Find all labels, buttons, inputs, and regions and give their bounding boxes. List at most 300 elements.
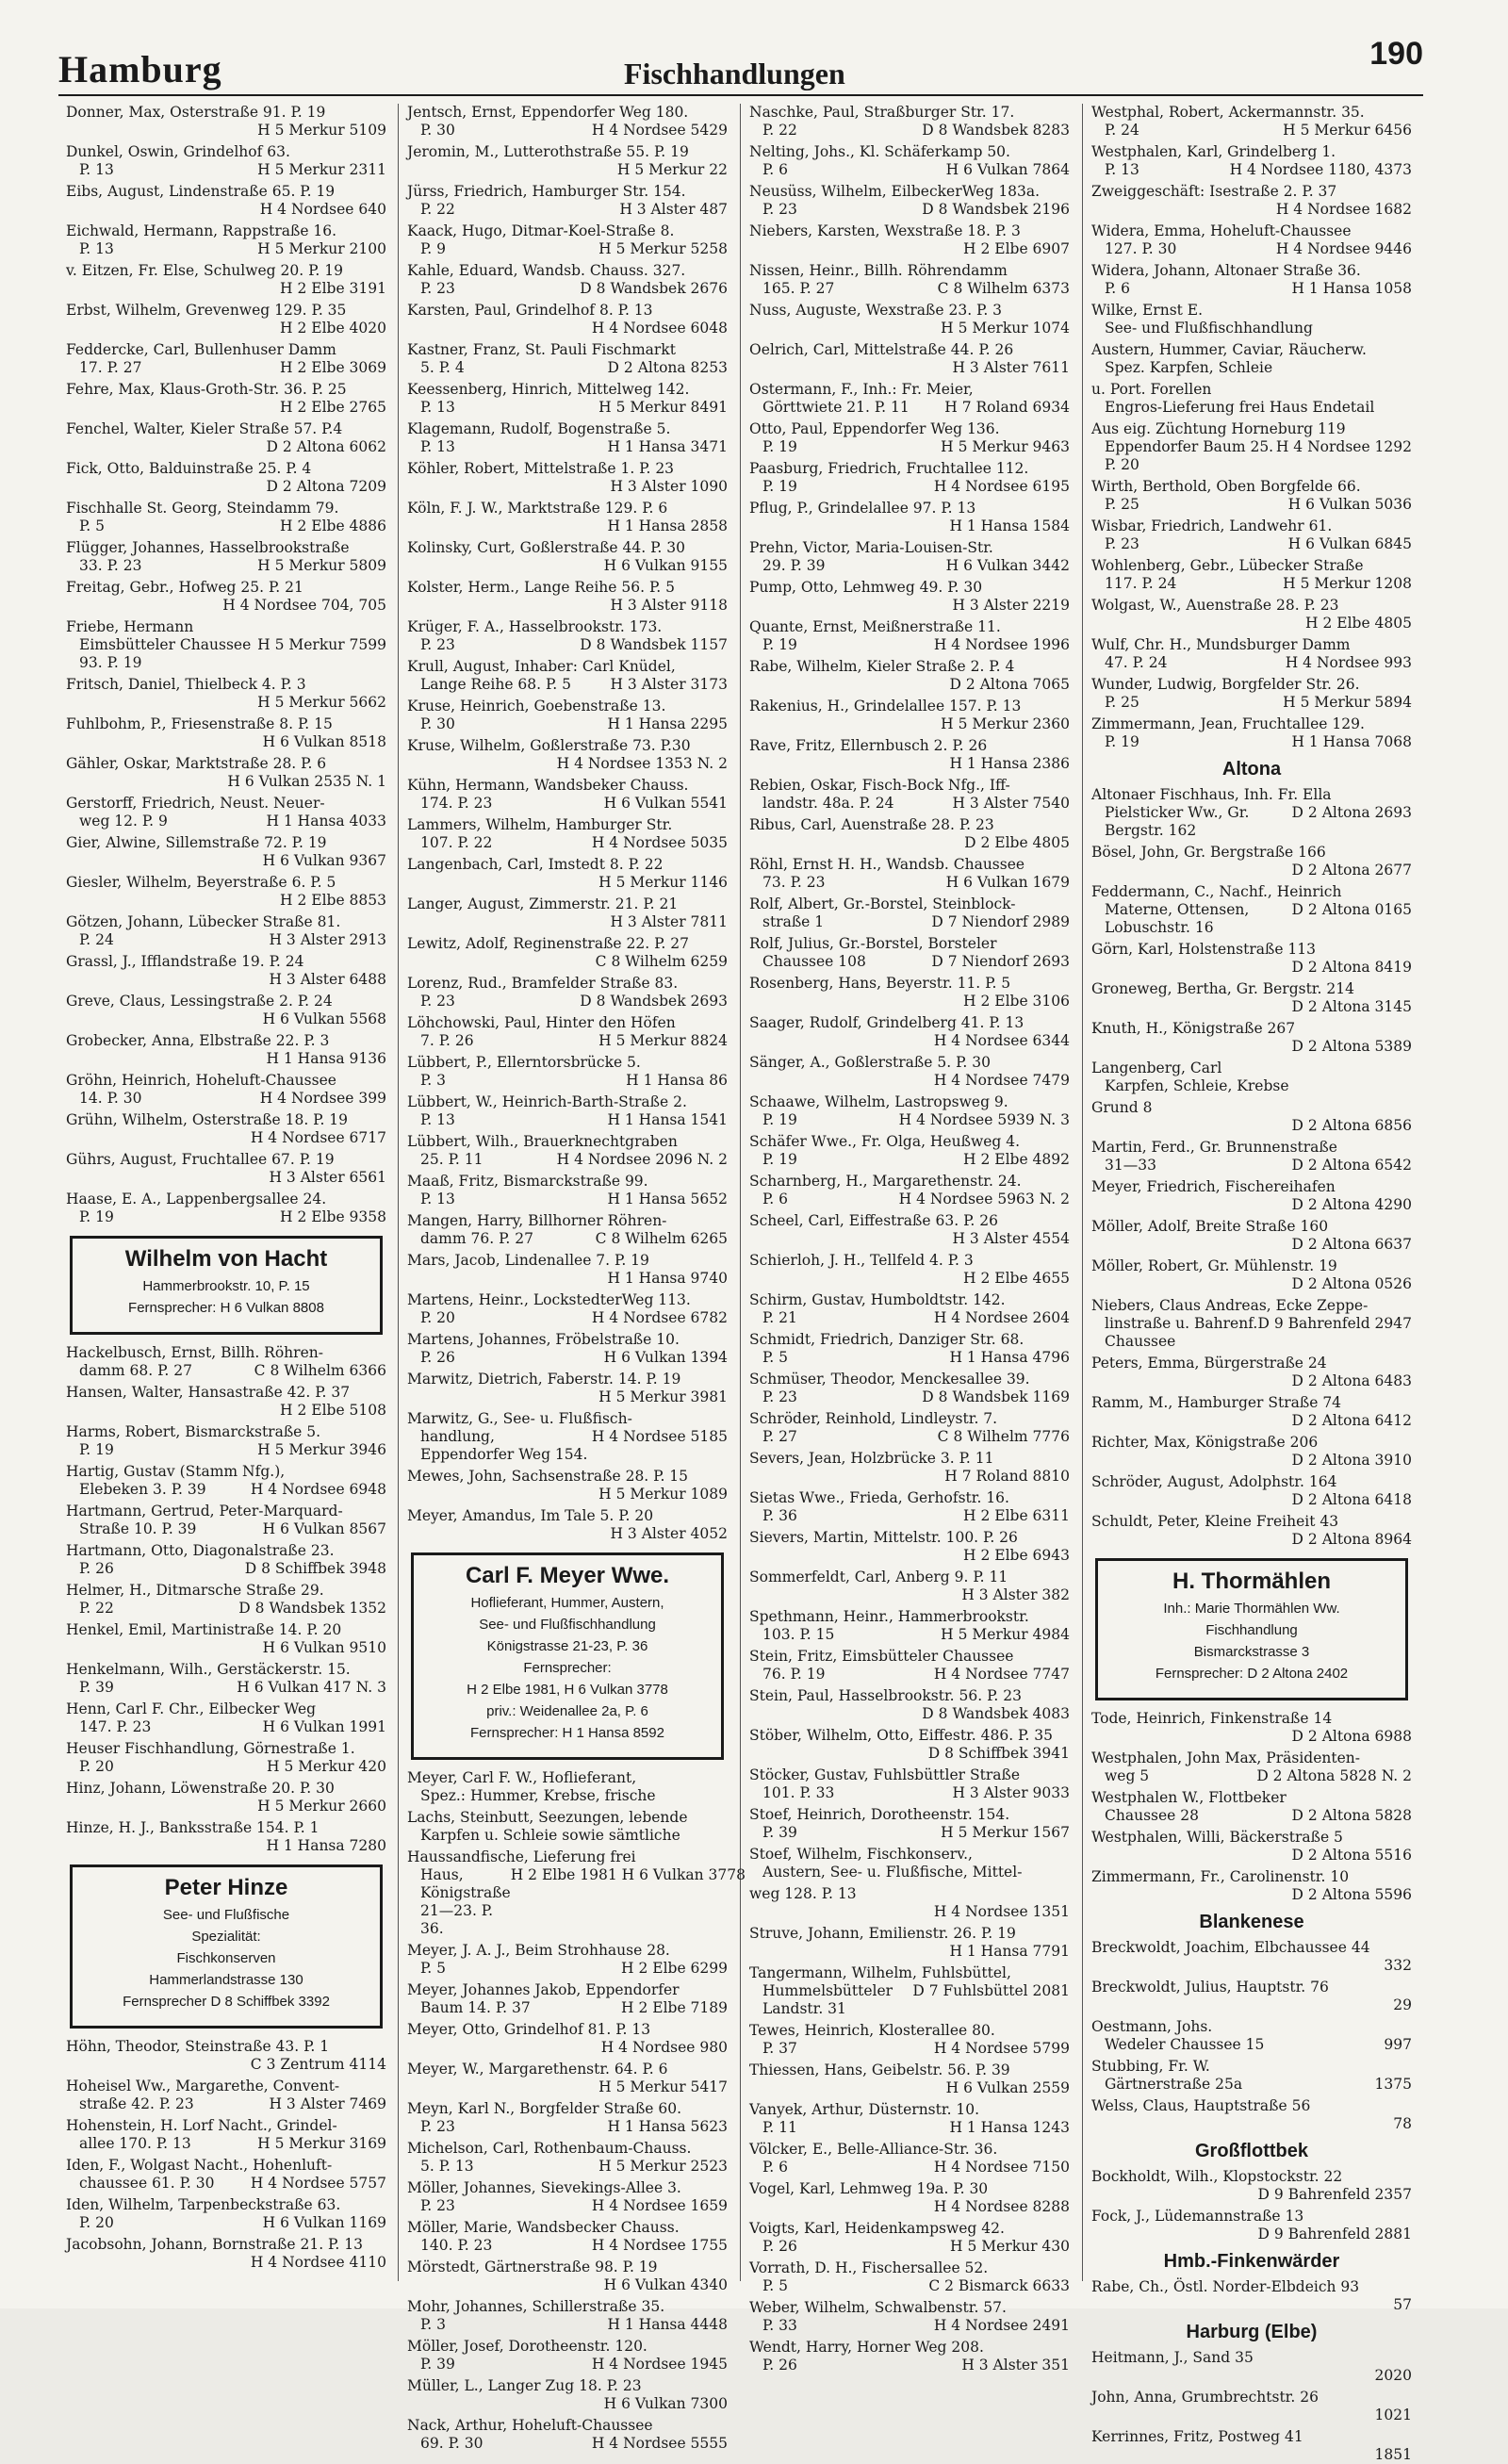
entry-detail-line — [407, 1191, 728, 1208]
entry-detail-line — [1091, 804, 1412, 840]
entry-phone: H 2 Elbe 9358 — [280, 1208, 386, 1225]
entry-detail-line — [407, 161, 728, 179]
directory-entry — [407, 2021, 728, 2057]
directory-entry — [749, 1291, 1070, 1327]
entry-detail-line — [407, 438, 728, 456]
section-heading: Hmb.-Finkenwärder — [1163, 2251, 1340, 2272]
directory-entry — [749, 1806, 1070, 1842]
directory-entry — [407, 1507, 728, 1543]
entry-name: Möller, Robert, Gr. Mühlenstr. 19 — [1091, 1257, 1337, 1274]
entry-phone: H 6 Vulkan 7864 — [945, 161, 1070, 178]
entry-phone: D 7 Fuhlsbüttel 2081 — [912, 1982, 1070, 1999]
entry-name: Schaawe, Wilhelm, Lastropsweg 9. — [749, 1093, 1008, 1110]
entry-detail-line — [66, 1441, 386, 1459]
directory-entry — [407, 460, 728, 496]
directory-entry — [749, 1529, 1070, 1565]
entry-phone: H 4 Nordsee 1180, 4373 — [1229, 161, 1412, 178]
entry-phone: H 4 Nordsee 7150 — [933, 2159, 1070, 2176]
entry-name: Hinze, H. J., Banksstraße 154. P. 1 — [66, 1819, 320, 1836]
entry-detail-line — [66, 1560, 386, 1578]
entry-phone: H 4 Nordsee 2096 N. 2 — [556, 1151, 728, 1168]
entry-detail-line — [407, 122, 728, 140]
directory-entry — [749, 1331, 1070, 1367]
directory-entry — [66, 1032, 386, 1068]
entry-name: Haussandfische, Lieferung frei — [407, 1848, 636, 1865]
directory-entry — [1091, 420, 1412, 474]
entry-name: Kühn, Hermann, Wandsbeker Chauss. — [407, 777, 689, 794]
entry-name: Möller, Johannes, Sievekings-Allee 3. — [407, 2179, 681, 2196]
directory-entry — [749, 816, 1070, 852]
entry-phone: H 3 Alster 2913 — [269, 931, 386, 948]
entry-name: Schmidt, Friedrich, Danziger Str. 68. — [749, 1331, 1024, 1348]
entry-phone: H 4 Nordsee 6948 — [250, 1481, 386, 1498]
entry-name: Iden, F., Wolgast Nacht., Hohenluft- — [66, 2157, 333, 2174]
entry-detail-line — [1091, 2446, 1412, 2464]
directory-entry — [749, 2259, 1070, 2295]
entry-detail-line — [749, 2159, 1070, 2177]
entry-name: Fuhlbohm, P., Friesenstraße 8. P. 15 — [66, 715, 333, 732]
entry-name: Sietas Wwe., Frieda, Gerhofstr. 16. — [749, 1489, 1009, 1506]
entry-name: Kolster, Herm., Lange Reihe 56. P. 5 — [407, 579, 675, 596]
entry-phone: C 8 Wilhelm 6373 — [937, 280, 1070, 297]
entry-name: Görn, Karl, Holstenstraße 113 — [1091, 941, 1317, 958]
entry-phone: H 5 Merkur 1074 — [941, 320, 1070, 337]
directory-entry — [66, 539, 386, 575]
entry-address: 107. P. 22 — [420, 834, 493, 851]
entry-detail-line — [407, 1960, 728, 1978]
entry-detail-line — [1091, 240, 1412, 258]
entry-name: Rolf, Albert, Gr.-Borstel, Steinblock- — [749, 895, 1016, 912]
entry-address: P. 24 — [79, 931, 114, 948]
directory-entry — [1091, 1394, 1412, 1430]
directory-entry — [407, 2100, 728, 2136]
entry-detail-line — [407, 557, 728, 575]
directory-entry — [407, 1173, 728, 1208]
entry-name: Hackelbusch, Ernst, Billh. Röhren- — [66, 1344, 323, 1361]
directory-entry — [66, 1780, 386, 1815]
entry-address: P. 23 — [420, 2197, 455, 2214]
entry-name: Henkel, Emil, Martinistraße 14. P. 20 — [66, 1621, 342, 1638]
directory-entry — [407, 104, 728, 140]
directory-entry — [66, 715, 386, 751]
entry-detail-line — [1091, 1728, 1412, 1746]
entry-address: P. 23 — [420, 2118, 455, 2135]
entry-phone: H 4 Nordsee 8288 — [933, 2198, 1070, 2215]
entry-name: Löhchowski, Paul, Hinter den Höfen — [407, 1014, 676, 1031]
directory-entry — [749, 262, 1070, 298]
entry-detail-line — [1091, 2296, 1412, 2314]
entry-phone: H 4 Nordsee 6048 — [591, 320, 728, 337]
entry-phone: H 7 Roland 6934 — [944, 399, 1070, 416]
entry-phone: H 6 Vulkan 5541 — [603, 795, 728, 812]
entry-detail-line — [66, 694, 386, 712]
entry-address: P. 22 — [79, 1600, 114, 1617]
entry-name: Rosenberg, Hans, Beyerstr. 11. P. 5 — [749, 975, 1011, 992]
entry-name: Erbst, Wilhelm, Grevenweg 129. P. 35 — [66, 302, 347, 319]
entry-detail-line — [407, 953, 728, 971]
entry-name: Weber, Wilhelm, Schwalbenstr. 57. — [749, 2299, 1007, 2316]
entry-address: 31—33 — [1105, 1157, 1156, 1174]
directory-entry — [66, 104, 386, 140]
directory-entry — [1091, 1979, 1412, 2014]
entry-name: Hohenstein, H. Lorf Nacht., Grindel- — [66, 2117, 337, 2134]
directory-entry — [1091, 262, 1412, 298]
entry-detail-line — [66, 892, 386, 910]
directory-entry — [749, 1371, 1070, 1406]
entry-name: Götzen, Johann, Lübecker Straße 81. — [66, 913, 341, 930]
entry-detail-line — [66, 240, 386, 258]
entry-detail-line — [749, 1309, 1070, 1327]
entry-name: Wilke, Ernst E. — [1091, 302, 1204, 319]
directory-entry — [1091, 1297, 1412, 1351]
entry-phone: D 2 Altona 5389 — [1291, 1038, 1412, 1055]
entry-name: Klagemann, Rudolf, Bogenstraße 5. — [407, 420, 671, 437]
entry-address: P. 13 — [79, 240, 114, 257]
ad-line: Königstrasse 21-23, P. 36 — [486, 1638, 648, 1654]
directory-entry — [1091, 2278, 1412, 2314]
entry-detail-line — [407, 1072, 728, 1090]
entry-phone: H 5 Merkur 3169 — [257, 2135, 386, 2152]
entry-detail-line — [1091, 2367, 1412, 2385]
directory-entry — [1091, 715, 1412, 751]
entry-address: Austern, See- u. Flußfische, Mittel- — [762, 1864, 1023, 1881]
entry-phone: H 1 Hansa 86 — [626, 1072, 728, 1089]
entry-name: Tewes, Heinrich, Klosterallee 80. — [749, 2022, 995, 2039]
entry-address: P. 13 — [420, 438, 455, 455]
entry-phone: H 1 Hansa 1243 — [949, 2119, 1070, 2136]
directory-entry — [407, 1093, 728, 1129]
entry-name: Kaack, Hugo, Ditmar-Koel-Straße 8. — [407, 222, 675, 239]
entry-detail-line — [749, 1032, 1070, 1050]
entry-detail-line — [66, 478, 386, 496]
directory-entry — [407, 539, 728, 575]
directory-entry — [66, 341, 386, 377]
entry-phone: H 3 Alster 382 — [961, 1586, 1070, 1603]
directory-entry — [749, 1212, 1070, 1248]
entry-name: Otto, Paul, Eppendorfer Weg 136. — [749, 420, 1000, 437]
entry-detail-line — [407, 1032, 728, 1050]
entry-phone: D 2 Altona 4290 — [1291, 1196, 1412, 1213]
entry-name: Feddercke, Carl, Bullenhuser Damm — [66, 341, 336, 358]
entry-phone: 1375 — [1374, 2076, 1412, 2093]
entry-name: Breckwoldt, Julius, Hauptstr. 76 — [1091, 1979, 1329, 1996]
entry-address: P. 19 — [762, 478, 797, 495]
entry-detail-line — [407, 676, 728, 694]
entry-name: Spethmann, Heinr., Hammerbrookstr. — [749, 1608, 1029, 1625]
entry-address: Chaussee 108 — [762, 953, 866, 970]
entry-phone: D 2 Altona 0165 — [1291, 901, 1412, 918]
entry-phone: D 2 Altona 8964 — [1291, 1531, 1412, 1548]
directory-entry — [407, 1809, 728, 1845]
ad-line: Spezialität: — [191, 1929, 261, 1945]
entry-name: Welss, Claus, Hauptstraße 56 — [1091, 2097, 1311, 2114]
entry-address: Pielsticker Ww., Gr. Bergstr. 162 — [1105, 804, 1250, 839]
entry-phone: H 4 Nordsee 5939 N. 3 — [898, 1111, 1070, 1128]
entry-phone: D 2 Altona 6418 — [1291, 1491, 1412, 1508]
entry-detail-line — [1091, 399, 1412, 417]
entry-name: Stöcker, Gustav, Fuhlsbüttler Straße — [749, 1766, 1021, 1783]
entry-detail-line — [749, 557, 1070, 575]
entry-name: Tode, Heinrich, Finkenstraße 14 — [1091, 1710, 1333, 1727]
directory-entry — [407, 2140, 728, 2176]
entry-address: 7. P. 26 — [420, 1032, 474, 1049]
entry-address: P. 21 — [762, 1309, 797, 1326]
entry-address: Elebeken 3. P. 39 — [79, 1481, 206, 1498]
entry-name: Wisbar, Friedrich, Landwehr 61. — [1091, 517, 1333, 534]
entry-name: Heuser Fischhandlung, Görnestraße 1. — [66, 1740, 355, 1757]
entry-detail-line — [66, 1679, 386, 1697]
entry-detail-line — [749, 1072, 1070, 1090]
entry-phone: H 2 Elbe 4892 — [963, 1151, 1070, 1168]
entry-phone: D 2 Altona 6062 — [266, 438, 386, 455]
entry-name: Fritsch, Daniel, Thielbeck 4. P. 3 — [66, 676, 306, 693]
entry-name: Friebe, Hermann — [66, 618, 194, 635]
directory-entry — [749, 2101, 1070, 2137]
entry-address: Spez. Karpfen, Schleie — [1105, 359, 1273, 376]
entry-name: Sommerfeldt, Carl, Anberg 9. P. 11 — [749, 1569, 1008, 1585]
directory-entry — [66, 222, 386, 258]
entry-phone: H 6 Vulkan 2559 — [945, 2079, 1070, 2096]
entry-phone: H 3 Alster 7811 — [610, 913, 728, 930]
entry-phone: D 8 Wandsbek 1157 — [580, 636, 728, 653]
entry-detail-line — [407, 1827, 728, 1845]
directory-entry — [1091, 1749, 1412, 1785]
entry-phone: H 5 Merkur 5109 — [257, 122, 386, 139]
directory-entry — [66, 500, 386, 535]
entry-name: Grühn, Wilhelm, Osterstraße 18. P. 19 — [66, 1111, 349, 1128]
entry-name: Maaß, Fritz, Bismarckstraße 99. — [407, 1173, 648, 1190]
entry-name: Mars, Jacob, Lindenallee 7. P. 19 — [407, 1252, 649, 1269]
entry-name: Vogel, Karl, Lehmweg 19a. P. 30 — [749, 2180, 989, 2197]
entry-detail-line — [407, 517, 728, 535]
entry-detail-line — [1091, 201, 1412, 219]
entry-name: Groneweg, Bertha, Gr. Bergstr. 214 — [1091, 980, 1354, 997]
directory-entry — [66, 2038, 386, 2074]
directory-entry — [407, 1942, 728, 1978]
entry-name: Grund 8 — [1091, 1099, 1153, 1116]
entry-name: weg 128. P. 13 — [749, 1885, 857, 1902]
entry-detail-line — [1091, 161, 1412, 179]
entry-detail-line — [407, 1309, 728, 1327]
entry-phone: D 2 Altona 2693 — [1291, 804, 1412, 821]
entry-phone: 78 — [1393, 2115, 1412, 2132]
directory-entry — [749, 2180, 1070, 2216]
entry-address: 101. P. 33 — [762, 1784, 835, 1801]
entry-address: P. 24 — [1105, 122, 1139, 139]
entry-phone: H 1 Hansa 4448 — [607, 2316, 728, 2333]
entry-phone: D 9 Bahrenfeld 2881 — [1257, 2226, 1412, 2242]
directory-entry — [407, 1331, 728, 1367]
entry-phone: H 6 Vulkan 417 N. 3 — [237, 1679, 386, 1696]
directory-entry — [66, 993, 386, 1028]
ad-line: See- und Flußfischhandlung — [479, 1617, 656, 1633]
entry-detail-line — [749, 2277, 1070, 2295]
entry-detail-line — [1091, 1807, 1412, 1825]
entry-phone: H 1 Hansa 4033 — [266, 813, 386, 830]
entry-detail-line — [749, 2119, 1070, 2137]
entry-address: P. 39 — [420, 2356, 455, 2373]
entry-detail-line — [1091, 1275, 1412, 1293]
entry-phone: H 1 Hansa 1058 — [1291, 280, 1412, 297]
entry-name: Stubbing, Fr. W. — [1091, 2058, 1210, 2075]
entry-detail-line — [407, 320, 728, 337]
entry-phone: H 3 Alster 4052 — [610, 1525, 728, 1542]
directory-entry — [749, 420, 1070, 456]
entry-detail-line — [1091, 733, 1412, 751]
entry-detail-line — [1091, 901, 1412, 937]
entry-name: Köhler, Robert, Mittelstraße 1. P. 23 — [407, 460, 675, 477]
entry-name: Breckwoldt, Joachim, Elbchaussee 44 — [1091, 1939, 1370, 1956]
entry-address: 76. P. 19 — [762, 1666, 826, 1683]
entry-detail-line — [66, 359, 386, 377]
entry-phone: D 2 Altona 5828 — [1291, 1807, 1412, 1824]
entry-detail-line — [407, 834, 728, 852]
entry-address: Gärtnerstraße 25a — [1105, 2076, 1243, 2093]
entry-address: linstraße u. Bahrenf. Chaussee — [1105, 1315, 1258, 1350]
entry-detail-line — [66, 636, 386, 672]
entry-name: Mangen, Harry, Billhorner Röhren- — [407, 1212, 667, 1229]
entry-phone: H 4 Nordsee 399 — [259, 1090, 386, 1107]
city-heading: Hamburg — [58, 48, 222, 90]
ad-title: H. Thormählen — [1172, 1569, 1331, 1594]
directory-entry — [66, 1621, 386, 1657]
ad-line: Fernsprecher D 8 Schiffbek 3392 — [123, 1994, 330, 2010]
entry-detail-line — [66, 320, 386, 337]
entry-detail-line — [407, 795, 728, 813]
advertisement-box — [1095, 1558, 1408, 1700]
directory-entry — [749, 1648, 1070, 1684]
entry-detail-line — [749, 1745, 1070, 1763]
entry-phone: H 4 Nordsee 5963 N. 2 — [898, 1191, 1070, 1207]
entry-phone: H 4 Nordsee 2604 — [933, 1309, 1070, 1326]
directory-entry — [1091, 1868, 1412, 1904]
entry-detail-line — [1091, 1957, 1412, 1975]
entry-name: Grassl, J., Ifflandstraße 19. P. 24 — [66, 953, 304, 970]
entry-phone: H 4 Nordsee 704, 705 — [222, 597, 386, 614]
directory-entry — [66, 1661, 386, 1697]
directory-entry — [407, 1252, 728, 1288]
entry-name: Marwitz, Dietrich, Faberstr. 14. P. 19 — [407, 1371, 681, 1388]
entry-phone: H 2 Elbe 6943 — [963, 1547, 1070, 1564]
entry-detail-line — [407, 1388, 728, 1406]
entry-phone: H 6 Vulkan 8518 — [262, 733, 386, 750]
entry-name: Schierloh, J. H., Tellfeld 4. P. 3 — [749, 1252, 974, 1269]
entry-phone: H 6 Vulkan 1991 — [262, 1718, 386, 1735]
entry-name: Lübbert, P., Ellerntorsbrücke 5. — [407, 1054, 641, 1071]
entry-phone: D 2 Elbe 4805 — [964, 834, 1070, 851]
directory-entry — [1091, 557, 1412, 593]
directory-entry — [66, 302, 386, 337]
directory-entry — [1091, 2349, 1412, 2385]
entry-name: Eibs, August, Lindenstraße 65. P. 19 — [66, 183, 336, 200]
entry-address: Materne, Ottensen, Lobuschstr. 16 — [1105, 901, 1250, 936]
entry-name: Jacobsohn, Johann, Bornstraße 21. P. 13 — [66, 2236, 363, 2253]
directory-entry — [66, 1582, 386, 1618]
entry-name: Hartig, Gustav (Stamm Nfg.), — [66, 1463, 286, 1480]
entry-detail-line — [407, 1428, 728, 1464]
entry-detail-line — [407, 993, 728, 1010]
entry-phone: H 2 Elbe 8853 — [280, 892, 386, 909]
entry-detail-line — [1091, 654, 1412, 672]
entry-address: Eppendorfer Baum 25. P. 20 — [1105, 438, 1274, 473]
entry-detail-line — [1091, 1886, 1412, 1904]
directory-entry — [66, 618, 386, 672]
directory-entry — [407, 500, 728, 535]
ad-line: Fernsprecher: — [523, 1660, 612, 1676]
entry-phone: H 4 Nordsee 640 — [259, 201, 386, 218]
entry-phone: D 8 Wandsbek 4083 — [922, 1705, 1070, 1722]
entry-phone: H 1 Hansa 7280 — [266, 1837, 386, 1854]
entry-phone: H 1 Hansa 1541 — [607, 1111, 728, 1128]
directory-entry — [749, 1489, 1070, 1525]
directory-entry — [407, 698, 728, 733]
directory-entry — [407, 2219, 728, 2255]
entry-detail-line — [407, 1525, 728, 1543]
directory-entry — [66, 834, 386, 870]
entry-phone: H 5 Merkur 2311 — [257, 161, 386, 178]
entry-address: handlung, Eppendorfer Weg 154. — [420, 1428, 588, 1463]
entry-phone: H 5 Merkur 2660 — [257, 1798, 386, 1815]
entry-address: P. 33 — [762, 2317, 797, 2334]
directory-entry — [407, 737, 728, 773]
directory-entry — [749, 698, 1070, 733]
directory-entry — [66, 1072, 386, 1108]
entry-detail-line — [407, 2316, 728, 2334]
entry-name: Niebers, Karsten, Wexstraße 18. P. 3 — [749, 222, 1021, 239]
entry-phone: D 2 Altona 6856 — [1291, 1117, 1412, 1134]
entry-detail-line — [749, 1943, 1070, 1961]
entry-detail-line — [66, 1090, 386, 1108]
entry-detail-line — [407, 755, 728, 773]
entry-address: P. 20 — [420, 1309, 455, 1326]
directory-entry — [1091, 1099, 1412, 1135]
entry-address: P. 13 — [79, 161, 114, 178]
entry-address: 5. P. 4 — [420, 359, 465, 376]
entry-name: Möller, Marie, Wandsbecker Chauss. — [407, 2219, 680, 2236]
entry-name: Jeromin, M., Lutterothstraße 55. P. 19 — [407, 143, 689, 160]
entry-phone: D 2 Altona 2677 — [1291, 862, 1412, 879]
directory-entry — [1091, 844, 1412, 879]
entry-phone: H 5 Merkur 8491 — [598, 399, 728, 416]
entry-detail-line — [749, 478, 1070, 496]
entry-phone: H 3 Alster 9033 — [952, 1784, 1070, 1801]
directory-entry — [407, 2338, 728, 2374]
entry-name: Ribus, Carl, Auenstraße 28. P. 23 — [749, 816, 994, 833]
entry-detail-line — [407, 280, 728, 298]
entry-name: Severs, Jean, Holzbrücke 3. P. 11 — [749, 1450, 994, 1467]
directory-entry — [66, 1740, 386, 1776]
entry-phone: C 2 Bismarck 6633 — [928, 2277, 1070, 2294]
entry-detail-line — [1091, 535, 1412, 553]
entry-name: Fischhalle St. Georg, Steindamm 79. — [66, 500, 339, 517]
category-heading: Fischhandlungen — [624, 57, 845, 90]
entry-name: Karsten, Paul, Grindelhof 8. P. 13 — [407, 302, 653, 319]
entry-phone: D 2 Altona 7209 — [266, 478, 386, 495]
entry-name: Stöber, Wilhelm, Otto, Eiffestr. 486. P. 35 — [749, 1727, 1053, 1744]
ad-title: Wilhelm von Hacht — [124, 1246, 328, 1272]
directory-entry — [1091, 381, 1412, 417]
directory-entry — [1091, 1434, 1412, 1470]
entry-phone: D 2 Altona 6637 — [1291, 1236, 1412, 1253]
entry-detail-line — [749, 715, 1070, 733]
entry-phone: H 3 Alster 7540 — [952, 795, 1070, 812]
directory-entry — [407, 341, 728, 377]
directory-entry — [1091, 636, 1412, 672]
entry-phone: 57 — [1393, 2296, 1412, 2313]
entry-name: Quante, Ernst, Meißnerstraße 11. — [749, 618, 1001, 635]
entry-name: Widera, Johann, Altonaer Straße 36. — [1091, 262, 1361, 279]
entry-phone: H 1 Hansa 4796 — [949, 1349, 1070, 1366]
